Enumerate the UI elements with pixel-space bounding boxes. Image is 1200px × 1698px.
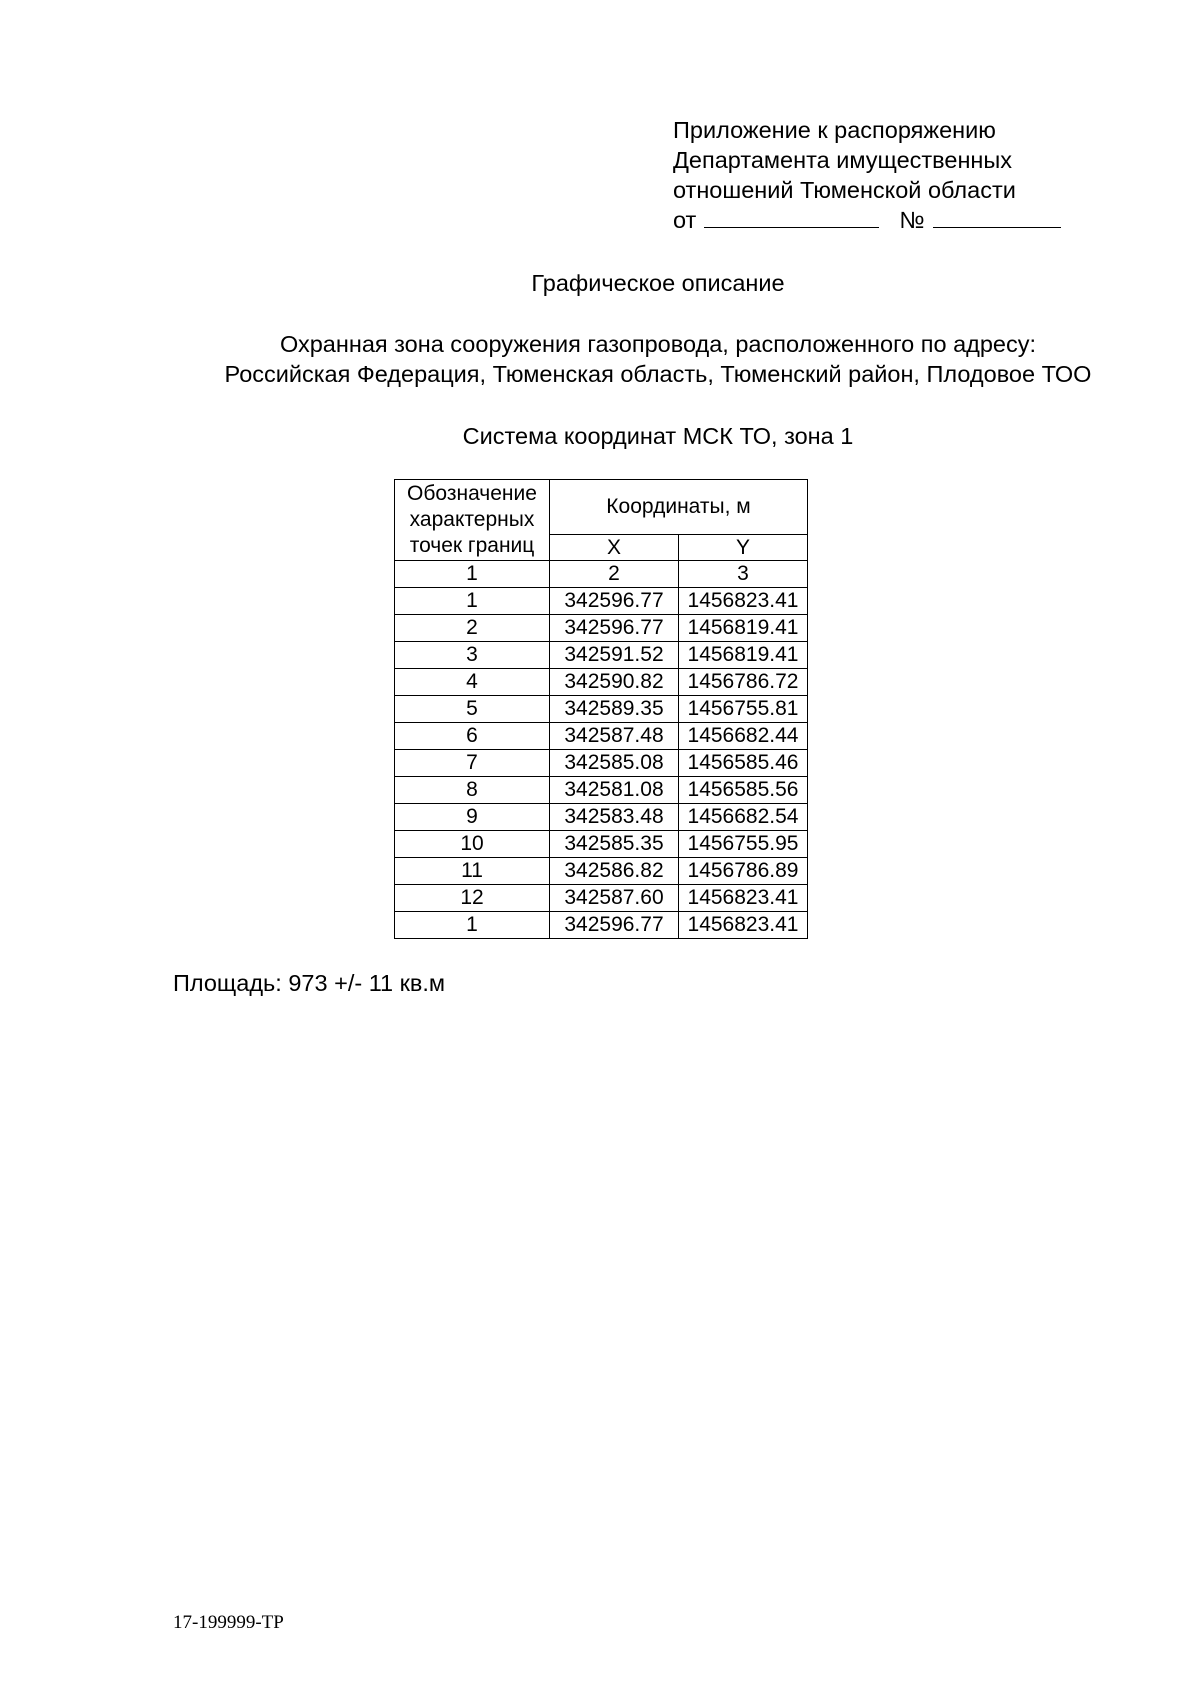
table-row (395, 804, 808, 831)
x-coordinate-cell: 342589.35 (550, 696, 679, 723)
point-id-cell: 4 (395, 669, 550, 696)
table-row (395, 642, 808, 669)
appendix-from-label: от (673, 207, 697, 233)
column-number-row (395, 561, 808, 588)
y-coordinate-cell: 1456755.95 (679, 831, 808, 858)
table-row (395, 777, 808, 804)
x-coordinate-cell: 342587.48 (550, 723, 679, 750)
column-number: 3 (679, 561, 808, 588)
y-coordinate-cell: 1456819.41 (679, 615, 808, 642)
point-id-cell: 5 (395, 696, 550, 723)
point-id-cell: 1 (395, 912, 550, 939)
coordinate-system: Система координат МСК ТО, зона 1 (462, 423, 854, 449)
table-row (395, 750, 808, 777)
table-row (395, 912, 808, 939)
object-description-line-1: Охранная зона сооружения газопровода, расположенного по адресу: (279, 331, 1037, 357)
y-coordinate-cell: 1456823.41 (679, 588, 808, 615)
table-row (395, 885, 808, 912)
y-coordinate-cell: 1456819.41 (679, 642, 808, 669)
x-coordinate-cell: 342587.60 (550, 885, 679, 912)
x-header: X (550, 535, 679, 561)
object-description-line-2: Российская Федерация, Тюменская область, Тюменский район, Плодовое ТОО (224, 361, 1092, 387)
page-title: Графическое описание (531, 270, 785, 296)
column-number: 2 (550, 561, 679, 588)
point-id-cell: 2 (395, 615, 550, 642)
x-coordinate-cell: 342583.48 (550, 804, 679, 831)
appendix-header (673, 115, 1061, 235)
y-coordinate-cell: 1456786.89 (679, 858, 808, 885)
area-value: Площадь: 973 +/- 11 кв.м (173, 970, 446, 996)
table-row (395, 831, 808, 858)
table-row (395, 669, 808, 696)
x-coordinate-cell: 342596.77 (550, 588, 679, 615)
table-row (395, 588, 808, 615)
point-id-cell: 1 (395, 588, 550, 615)
y-coordinate-cell: 1456682.54 (679, 804, 808, 831)
y-header: Y (679, 535, 808, 561)
document-code: 17-199999-ТР (173, 1612, 284, 1633)
column-number: 1 (395, 561, 550, 588)
table-row (395, 858, 808, 885)
appendix-line-2: Департамента имущественных (673, 147, 1013, 173)
point-id-cell: 6 (395, 723, 550, 750)
y-coordinate-cell: 1456823.41 (679, 885, 808, 912)
y-coordinate-cell: 1456585.46 (679, 750, 808, 777)
x-coordinate-cell: 342596.77 (550, 912, 679, 939)
x-coordinate-cell: 342591.52 (550, 642, 679, 669)
x-coordinate-cell: 342586.82 (550, 858, 679, 885)
point-id-cell: 9 (395, 804, 550, 831)
y-coordinate-cell: 1456786.72 (679, 669, 808, 696)
x-coordinate-cell: 342585.08 (550, 750, 679, 777)
point-id-cell: 7 (395, 750, 550, 777)
points-header: Обозначение характерных точек границ (395, 480, 550, 561)
x-coordinate-cell: 342585.35 (550, 831, 679, 858)
point-id-cell: 10 (395, 831, 550, 858)
table-row (395, 723, 808, 750)
appendix-line-3: отношений Тюменской области (673, 177, 1016, 203)
appendix-number-label: № (899, 207, 925, 233)
coordinates-table (394, 479, 808, 939)
table-row (395, 615, 808, 642)
y-coordinate-cell: 1456823.41 (679, 912, 808, 939)
appendix-date-number-line (673, 205, 1061, 235)
coords-header: Координаты, м (550, 480, 808, 535)
point-id-cell: 11 (395, 858, 550, 885)
point-id-cell: 3 (395, 642, 550, 669)
y-coordinate-cell: 1456585.56 (679, 777, 808, 804)
point-id-cell: 8 (395, 777, 550, 804)
y-coordinate-cell: 1456755.81 (679, 696, 808, 723)
x-coordinate-cell: 342596.77 (550, 615, 679, 642)
x-coordinate-cell: 342581.08 (550, 777, 679, 804)
number-blank (933, 207, 1061, 228)
y-coordinate-cell: 1456682.44 (679, 723, 808, 750)
point-id-cell: 12 (395, 885, 550, 912)
date-blank (704, 207, 879, 228)
table-row (395, 696, 808, 723)
x-coordinate-cell: 342590.82 (550, 669, 679, 696)
appendix-line-1: Приложение к распоряжению (673, 117, 996, 143)
